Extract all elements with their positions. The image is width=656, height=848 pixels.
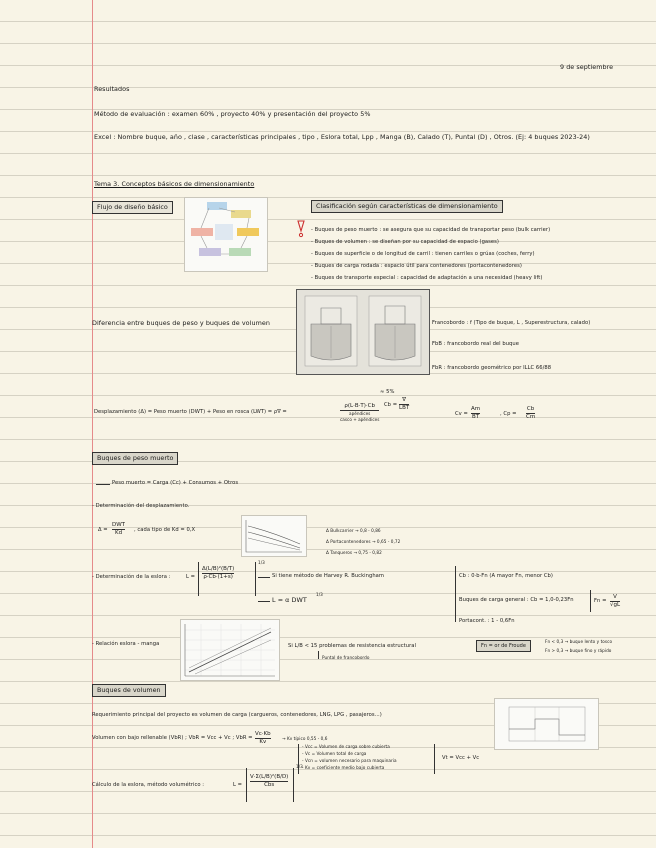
vol-line: Volumen con bajo rellenable (VbR) ; VbR = Vcc + Vc ; VbR = bbox=[92, 735, 253, 741]
eslora-num: Δ(L/B)²(B/T) bbox=[202, 566, 235, 572]
excel-line: Excel : Nombre buque, año , clase , características principales , tipo , Eslora total, Lpp , Manga (B), Calado (T), Puntal (D) , Otros. (Ej: 4 buques 2023-24) bbox=[94, 133, 590, 141]
bracket-right bbox=[255, 562, 256, 596]
cp-den: Cm bbox=[526, 414, 536, 420]
topic-title: Tema 3. Conceptos básicos de dimensionamiento bbox=[94, 180, 255, 188]
ratio-line: Δ Bulkcarrier → 0,8 - 0,86 bbox=[326, 528, 381, 533]
fn-fraction bbox=[610, 594, 620, 609]
eslora-fraction bbox=[202, 566, 234, 581]
froude-note: Fn < 0,3 → buque lento y tosco bbox=[545, 639, 613, 644]
delta-den: Kd bbox=[114, 530, 123, 536]
eslora-alt-exp: 1/3 bbox=[316, 592, 323, 597]
heading: Resultados bbox=[94, 85, 130, 93]
legend-item: - Kv = coeficiente medio bajo cubierta bbox=[302, 765, 385, 770]
clasif-item: - Buques de volumen : se diseñan por su capacidad de espacio (gases) bbox=[311, 239, 499, 245]
eslora-exp: 1/3 bbox=[258, 560, 265, 565]
fn-symbol: Fn = bbox=[594, 598, 607, 604]
legend-brace bbox=[298, 744, 299, 774]
arrow-line bbox=[96, 484, 110, 485]
cv-label: Cv = bbox=[455, 411, 468, 417]
clasif-item: - Buques de carga rodada : espacio útil para contenedores (portacontenedores) bbox=[311, 263, 522, 269]
volumen-box: Buques de volumen bbox=[92, 684, 166, 697]
peso-muerto-arrow: Peso muerto = Carga (Cc) + Consumos + Otros bbox=[112, 480, 239, 486]
francobordo-item: FbR : francobordo geométrico por ILLC 66/88 bbox=[432, 365, 552, 371]
peso-muerto-box: Buques de peso muerto bbox=[92, 452, 178, 465]
cb-def: Cb = bbox=[384, 402, 398, 408]
eslora-den: ρ·Cb·(1+s) bbox=[203, 574, 233, 580]
cv-num: Am bbox=[471, 406, 481, 412]
froude-box: Fn = or de Froude bbox=[476, 640, 531, 652]
vol-fraction bbox=[255, 731, 271, 746]
eslora-label: - Determinación de la eslora : bbox=[92, 574, 171, 580]
sum-brace bbox=[434, 744, 435, 774]
clasif-item: - Buques de peso muerto : se asegura que su capacidad de transportar peso (bulk carrier) bbox=[311, 227, 551, 233]
frac-num: ρ(L·B·T)·Cb bbox=[344, 403, 375, 409]
cp-label: , Cp = bbox=[500, 411, 517, 417]
relacion-note: Si L/B < 15 problemas de resistencia estructural bbox=[288, 643, 416, 649]
delta-label: Δ = bbox=[98, 527, 108, 533]
vol-tail: → Kv típico 0,55 - 0,6 bbox=[282, 736, 328, 741]
volumen-req: Requerimiento principal del proyecto es volumen de carga (cargueros, contenedores, LNG, LPG , pasajeros...) bbox=[92, 712, 382, 718]
frac-den-top: apéndices bbox=[349, 411, 371, 416]
margin-line bbox=[92, 0, 93, 848]
vol-num: Vc·Kb bbox=[255, 731, 271, 737]
delta-fraction bbox=[112, 522, 125, 537]
bracket-left bbox=[198, 562, 199, 596]
top-note: ≈ 5% bbox=[380, 389, 395, 395]
volume-chart-figure bbox=[494, 698, 599, 750]
vol-den: Kv bbox=[259, 739, 267, 745]
method-line: Método de evaluación : examen 60% , proyecto 40% y presentación del proyecto 5% bbox=[94, 110, 371, 118]
cp-num: Cb bbox=[526, 406, 535, 412]
date: 9 de septiembre bbox=[560, 63, 614, 71]
cross-section-figure bbox=[296, 289, 430, 375]
relacion-label: - Relación eslora - manga bbox=[92, 641, 160, 647]
calc-fraction bbox=[250, 774, 288, 789]
ratio-line: Δ Tanqueros → 0,75 - 0,82 bbox=[326, 550, 382, 555]
det-label: - Determinación del desplazamiento. bbox=[92, 503, 190, 509]
calc-label: Cálculo de la eslora, método volumétrico : bbox=[92, 782, 205, 788]
cv-fraction bbox=[471, 406, 480, 421]
kd-chart-figure bbox=[241, 515, 307, 557]
froude-note: Fn > 0,3 → buque fino y rápido bbox=[545, 648, 612, 653]
arrow-line bbox=[318, 651, 319, 659]
clasif-item: - Buques de superficie o de longitud de carril : tienen carriles o grúas (coches, ferry) bbox=[311, 251, 535, 257]
general-cb: Buques de carga general : Cb = 1,0-0,23Fn bbox=[459, 597, 574, 603]
cp-fraction bbox=[526, 406, 535, 421]
right-brace bbox=[455, 566, 456, 622]
cb-note: Cb : 0·b·Fn (A mayor Fn, menor Cb) bbox=[459, 573, 553, 579]
lb-chart-figure bbox=[180, 619, 280, 681]
small-brace bbox=[590, 590, 591, 612]
cb-den: LBT bbox=[399, 405, 410, 411]
calc-exp: 1/3 bbox=[296, 764, 303, 769]
cb-fraction bbox=[399, 397, 409, 412]
calc-num: V·Σ(L/B)²(B/D) bbox=[250, 774, 289, 780]
delta-tail: , cada tipo de Kd = 0,X bbox=[134, 527, 196, 533]
francobordo-item: Francobordo : f (Tipo de buque, L , Superestructura, calado) bbox=[432, 320, 591, 326]
eslora-note: Si tiene método de Harvey R. Buckingham bbox=[272, 573, 384, 579]
clasif-item: - Buques de transporte especial : capacidad de adaptación a una necesidad (heavy lift) bbox=[311, 275, 543, 281]
arrow-line bbox=[258, 577, 270, 578]
warning-icon bbox=[297, 220, 305, 238]
francobordo-item: FbB : francobordo real del buque bbox=[432, 341, 519, 347]
calc-L: L = bbox=[233, 782, 243, 788]
desplazamiento-fraction bbox=[340, 403, 379, 422]
calc-bracket-left bbox=[246, 768, 247, 802]
legend-item: - Vc = Volumen total de carga bbox=[302, 751, 367, 756]
flow-diagram bbox=[184, 197, 268, 272]
calc-bracket-right bbox=[293, 768, 294, 802]
ratio-line: Δ Portacontenedores → 0,65 - 0,72 bbox=[326, 539, 401, 544]
diferencia-label: Diferencia entre buques de peso y buques de volumen bbox=[92, 319, 270, 327]
desplazamiento-formula: Desplazamiento (Δ) = Peso muerto (DWT) + Peso en rosca (LWT) = ρ∇ = bbox=[94, 409, 287, 415]
flow-box: Flujo de diseño básico bbox=[92, 201, 173, 214]
eslora-alt: L = α DWT bbox=[272, 596, 307, 604]
eslora-L: L = bbox=[186, 574, 196, 580]
legend-item: - Vcn = volumen necesario para maquinaria bbox=[302, 758, 397, 763]
vol-sum: Vt = Vcc + Vc bbox=[442, 755, 480, 761]
calc-den: Cbs bbox=[264, 782, 275, 788]
cb-num: ∇ bbox=[402, 397, 406, 403]
arrow-line bbox=[258, 601, 270, 602]
relacion-sub: Puntal de francobordo bbox=[322, 655, 370, 660]
fn-num: V bbox=[613, 594, 617, 600]
portacont-cb: Portacont. : 1 - 0,6Fn bbox=[459, 618, 515, 624]
clasif-box: Clasificación según características de dimensionamiento bbox=[311, 200, 503, 213]
fn-den: √gL bbox=[610, 602, 621, 608]
delta-num: DWT bbox=[112, 522, 126, 528]
cv-den: BT bbox=[471, 414, 480, 420]
legend-item: - Vcc = Volumen de carga sobre cubierta bbox=[302, 744, 390, 749]
frac-den-bottom: casco + apéndices bbox=[340, 416, 380, 422]
